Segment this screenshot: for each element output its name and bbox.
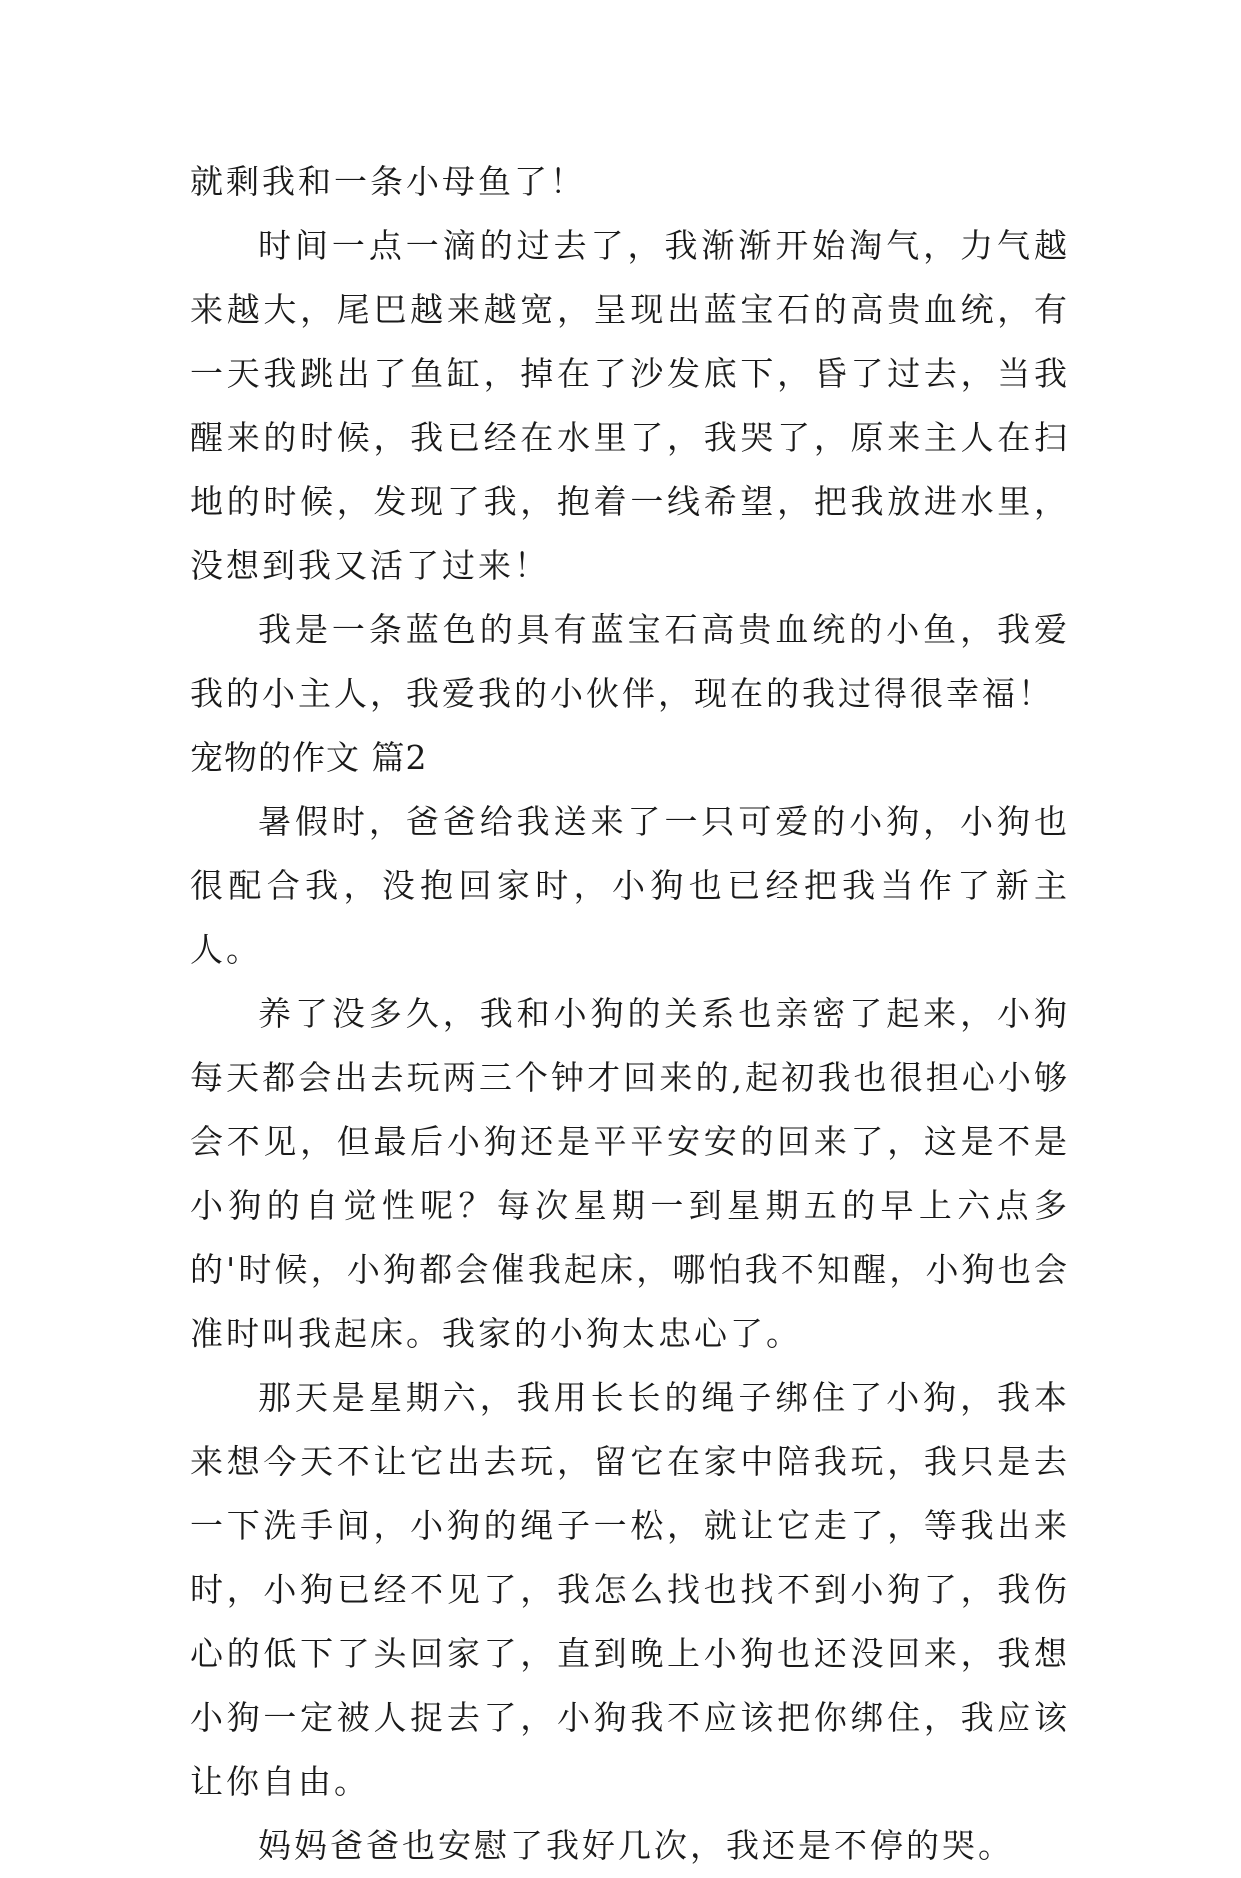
- paragraph-continuation: 就剩我和一条小母鱼了！: [190, 162, 586, 201]
- paragraph: 我是一条蓝色的具有蓝宝石高贵血统的小鱼，我爱我的小主人，我爱我的小伙伴，现在的我过得很幸福！: [190, 610, 1070, 713]
- document-body: [190, 150, 1070, 1878]
- paragraph: 那天是星期六，我用长长的绳子绑住了小狗，我本来想今天不让它出去玩，留它在家中陪我玩，我只是去一下洗手间，小狗的绳子一松，就让它走了，等我出来时，小狗已经不见了，我怎么找也找不到小狗了，我伤心的低下了头回家了，直到晚上小狗也还没回来，我想小狗一定被人捉去了，小狗我不应该把你绑住，我应该让你自由。: [190, 1378, 1070, 1801]
- paragraph: 养了没多久，我和小狗的关系也亲密了起来，小狗每天都会出去玩两三个钟才回来的,起初我也很担心小够会不见，但最后小狗还是平平安安的回来了，这是不是小狗的自觉性呢？每次星期一到星期五的早上六点多的'时候，小狗都会催我起床，哪怕我不知醒，小狗也会准时叫我起床。我家的小狗太忠心了。: [190, 994, 1070, 1353]
- paragraph: 时间一点一滴的过去了，我渐渐开始淘气，力气越来越大，尾巴越来越宽，呈现出蓝宝石的高贵血统，有一天我跳出了鱼缸，掉在了沙发底下，昏了过去，当我醒来的时候，我已经在水里了，我哭了，原来主人在扫地的时候，发现了我，抱着一线希望，把我放进水里，没想到我又活了过来！: [190, 226, 1070, 585]
- paragraph: 妈妈爸爸也安慰了我好几次，我还是不停的哭。: [258, 1826, 1014, 1865]
- section-heading: 宠物的作文 篇2: [190, 738, 428, 777]
- paragraph: 暑假时，爸爸给我送来了一只可爱的小狗，小狗也很配合我，没抱回家时，小狗也已经把我当作了新主人。: [190, 802, 1070, 969]
